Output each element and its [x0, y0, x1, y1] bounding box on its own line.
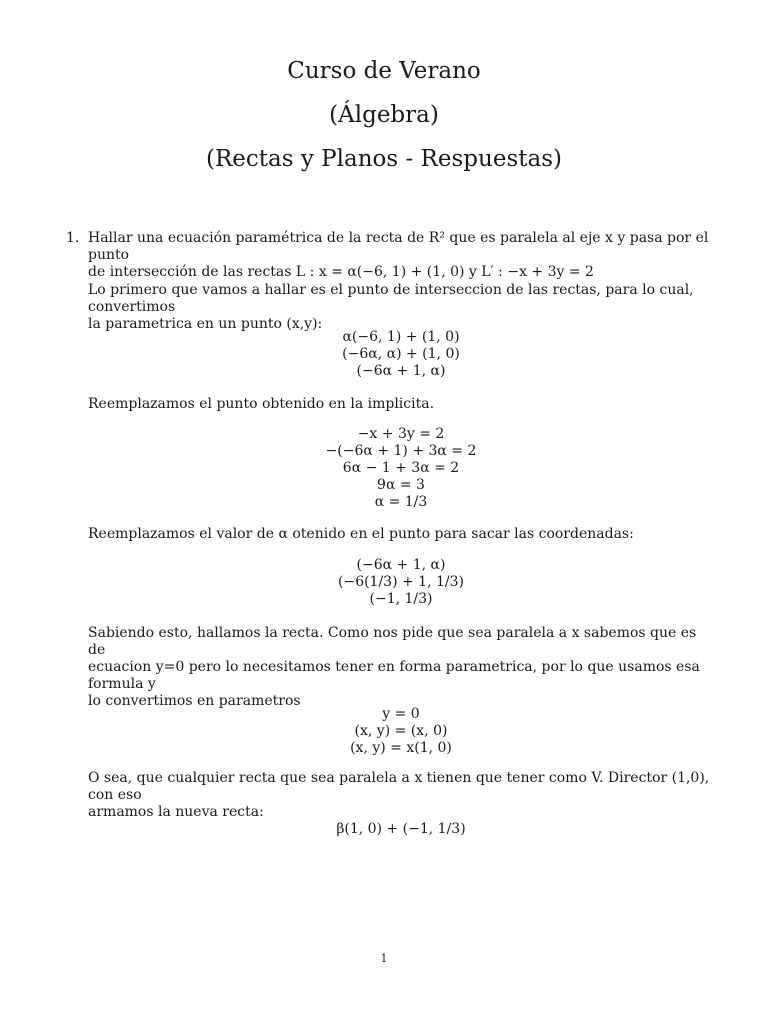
- equation-line: (−6α, α) + (1, 0): [342, 346, 460, 362]
- equation-block-2: [0, 426, 768, 511]
- paragraph-1: [88, 282, 714, 333]
- paragraph-line: la parametrica en un punto (x,y):: [88, 316, 323, 332]
- equation-line: (x, y) = x(1, 0): [350, 740, 452, 756]
- equation-block-4: [0, 706, 768, 757]
- equation-line: (−6(1/3) + 1, 1/3): [338, 574, 464, 590]
- paragraph-line: O sea, que cualquier recta que sea paralela a x tienen que tener como V. Director (1,0), con eso: [88, 770, 710, 803]
- equation-block-5: β(1, 0) + (−1, 1/3): [336, 821, 466, 837]
- equation-block-1: [0, 329, 768, 380]
- equation-line: (−1, 1/3): [369, 591, 433, 607]
- equation-line: α = 1/3: [374, 494, 428, 510]
- equation-line: 9α = 3: [377, 477, 425, 493]
- equation-line: y = 0: [382, 706, 420, 722]
- problem-statement: [88, 230, 714, 281]
- equation-line: 6α − 1 + 3α = 2: [342, 460, 460, 476]
- paragraph-line: Lo primero que vamos a hallar es el punto de interseccion de las rectas, para lo cual, convertimos: [88, 282, 694, 315]
- equation-block-3: [0, 557, 768, 608]
- paragraph-4: [88, 625, 714, 710]
- equation-line: (x, y) = (x, 0): [354, 723, 448, 739]
- statement-line: Hallar una ecuación paramétrica de la recta de R² que es paralela al eje x y pasa por el punto: [88, 230, 709, 263]
- paragraph-line: lo convertimos en parametros: [88, 693, 301, 709]
- equation-line: (−6α + 1, α): [356, 363, 446, 379]
- paragraph-2: Reemplazamos el punto obtenido en la implicita.: [88, 396, 435, 412]
- equation-line: −(−6α + 1) + 3α = 2: [325, 443, 477, 459]
- problem-number: 1.: [66, 230, 80, 246]
- paragraph-line: ecuacion y=0 pero lo necesitamos tener en forma parametrica, por lo que usamos esa formula y: [88, 659, 700, 692]
- paragraph-line: armamos la nueva recta:: [88, 804, 264, 820]
- document-subtitle: (Rectas y Planos - Respuestas): [206, 146, 562, 172]
- equation-line: −x + 3y = 2: [357, 426, 445, 442]
- statement-line: de intersección de las rectas L : x = α(−6, 1) + (1, 0) y L′ : −x + 3y = 2: [88, 264, 594, 280]
- document-subject: (Álgebra): [329, 102, 439, 128]
- page-number: 1: [380, 952, 388, 965]
- document-title: Curso de Verano: [287, 58, 481, 84]
- equation-line: (−6α + 1, α): [356, 557, 446, 573]
- equation-line: α(−6, 1) + (1, 0): [342, 329, 460, 345]
- paragraph-3: Reemplazamos el valor de α otenido en el punto para sacar las coordenadas:: [88, 526, 634, 542]
- paragraph-5: [88, 770, 714, 821]
- paragraph-line: Sabiendo esto, hallamos la recta. Como nos pide que sea paralela a x sabemos que es de: [88, 625, 697, 658]
